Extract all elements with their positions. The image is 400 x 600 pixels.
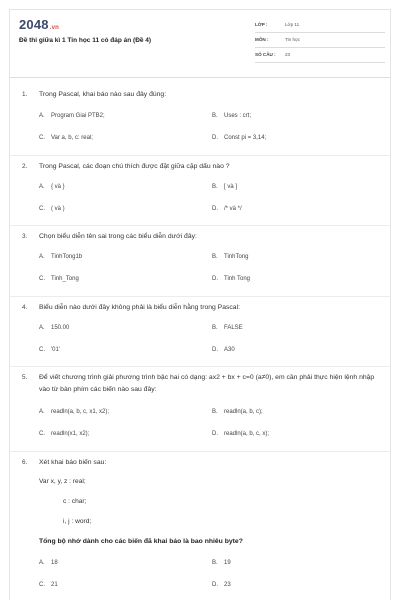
option-letter: A. — [39, 560, 45, 566]
meta-subject — [255, 32, 385, 48]
question-number: 5. — [22, 374, 28, 381]
question-list — [10, 84, 390, 592]
option-text: Tinh Tong — [224, 276, 251, 282]
code-line: i, j : word; — [63, 518, 92, 525]
option-text: 18 — [51, 560, 58, 566]
option-text: /* và */ — [224, 206, 242, 212]
option-text: Uses : crt; — [224, 113, 252, 119]
option-letter: C. — [39, 347, 45, 353]
question-2 — [10, 156, 390, 226]
option-c[interactable] — [39, 206, 65, 212]
meta-subject-value: Tin học — [285, 37, 300, 42]
meta-class-key: LỚP : — [255, 22, 268, 27]
option-b[interactable] — [212, 254, 248, 260]
option-d[interactable] — [212, 135, 266, 141]
question-1 — [10, 84, 390, 156]
option-a[interactable] — [39, 409, 109, 415]
code-line: c : char; — [63, 498, 87, 505]
option-letter: A. — [39, 184, 45, 190]
option-letter: C. — [39, 135, 45, 141]
option-a[interactable] — [39, 560, 58, 566]
option-text: FALSE — [224, 325, 243, 331]
option-text: 150.00 — [51, 325, 70, 331]
option-c[interactable] — [39, 431, 89, 437]
option-b[interactable] — [212, 409, 263, 415]
option-letter: D. — [212, 347, 218, 353]
option-letter: C. — [39, 206, 45, 212]
meta-class-value: Lớp 11 — [285, 22, 300, 27]
question-prompt: Tổng bộ nhớ dành cho các biến đã khai báo là bao nhiêu byte? — [39, 538, 243, 545]
option-text: TinhTong1b — [51, 254, 83, 260]
option-b[interactable] — [212, 560, 231, 566]
option-a[interactable] — [39, 325, 69, 331]
option-letter: B. — [212, 409, 218, 415]
option-text: 21 — [51, 582, 58, 588]
option-text: readln(a, b, c, x1, x2); — [51, 409, 110, 415]
exam-title: Đề thi giữa kì 1 Tin học 11 có đáp án (Đề 4) — [19, 37, 152, 44]
option-letter: A. — [39, 409, 45, 415]
question-3 — [10, 226, 390, 297]
option-letter: B. — [212, 113, 218, 119]
option-b[interactable] — [212, 113, 251, 119]
option-letter: D. — [212, 431, 218, 437]
option-d[interactable] — [212, 276, 250, 282]
question-text: Trong Pascal, các đoạn chú thích được đặt giữa cặp dấu nào ? — [39, 163, 230, 170]
option-text: readln(x1, x2); — [51, 431, 90, 437]
option-letter: A. — [39, 113, 45, 119]
question-text: Biểu diễn nào dưới đây không phải là biểu diễn hằng trong Pascal: — [39, 304, 240, 311]
option-b[interactable] — [212, 184, 237, 190]
logo-main: 2048 — [19, 17, 49, 32]
exam-header — [10, 10, 390, 70]
option-text: 19 — [224, 560, 231, 566]
site-logo[interactable] — [19, 17, 59, 32]
question-text: Trong Pascal, khai báo nào sau đây đúng: — [39, 91, 167, 98]
option-text: Var a, b, c: real; — [51, 135, 93, 141]
option-letter: D. — [212, 135, 218, 141]
question-number: 2. — [22, 163, 28, 170]
option-a[interactable] — [39, 254, 82, 260]
meta-subject-key: MÔN : — [255, 37, 269, 42]
option-letter: B. — [212, 325, 218, 331]
option-text: { và } — [51, 184, 65, 190]
question-text: Để viết chương trình giải phương trình bậc hai có dạng: ax2 + bx + c=0 (a≠0), em cần phải thực hiện lệnh nhập vào từ bàn phím các biến nào sau đây: — [39, 374, 375, 393]
option-letter: D. — [212, 582, 218, 588]
code-line: Var x, y, z : real; — [39, 478, 86, 485]
option-letter: C. — [39, 431, 45, 437]
option-d[interactable] — [212, 431, 269, 437]
option-letter: D. — [212, 276, 218, 282]
option-text: readln(a, b, c); — [224, 409, 263, 415]
option-letter: C. — [39, 276, 45, 282]
question-4 — [10, 297, 390, 367]
option-text: Program Giai PTB2; — [51, 113, 105, 119]
option-letter: C. — [39, 582, 45, 588]
option-a[interactable] — [39, 184, 65, 190]
option-b[interactable] — [212, 325, 243, 331]
option-text: readln(a, b, c, x); — [224, 431, 270, 437]
header-divider — [10, 77, 390, 78]
option-text: 23 — [224, 582, 231, 588]
meta-count — [255, 47, 385, 63]
meta-class — [255, 17, 385, 33]
option-text: '01' — [51, 347, 60, 353]
meta-count-key: SỐ CÂU : — [255, 52, 276, 57]
option-c[interactable] — [39, 582, 58, 588]
question-5 — [10, 367, 390, 452]
question-text: Chọn biểu diễn tên sai trong các biểu diễn dưới đây: — [39, 233, 197, 240]
option-text: [ và ] — [224, 184, 238, 190]
option-text: ( và ) — [51, 206, 65, 212]
question-number: 6. — [22, 459, 28, 466]
option-letter: B. — [212, 254, 218, 260]
option-text: A30 — [224, 347, 235, 353]
option-d[interactable] — [212, 206, 242, 212]
option-letter: A. — [39, 254, 45, 260]
option-letter: D. — [212, 206, 218, 212]
option-text: TinhTong — [224, 254, 249, 260]
option-letter: B. — [212, 184, 218, 190]
option-d[interactable] — [212, 347, 235, 353]
option-c[interactable] — [39, 347, 60, 353]
exam-page — [9, 9, 391, 600]
option-d[interactable] — [212, 582, 231, 588]
option-letter: A. — [39, 325, 45, 331]
question-number: 4. — [22, 304, 28, 311]
option-a[interactable] — [39, 113, 105, 119]
question-number: 1. — [22, 91, 28, 98]
question-text: Xét khai báo biến sau: — [39, 459, 107, 466]
option-text: Const pi = 3,14; — [224, 135, 267, 141]
question-6 — [10, 452, 390, 592]
option-c[interactable] — [39, 276, 79, 282]
option-text: Tinh_Tong — [51, 276, 79, 282]
question-number: 3. — [22, 233, 28, 240]
option-letter: B. — [212, 560, 218, 566]
meta-count-value: 23 — [285, 52, 291, 57]
logo-suffix: .vn — [49, 25, 60, 31]
option-c[interactable] — [39, 135, 93, 141]
